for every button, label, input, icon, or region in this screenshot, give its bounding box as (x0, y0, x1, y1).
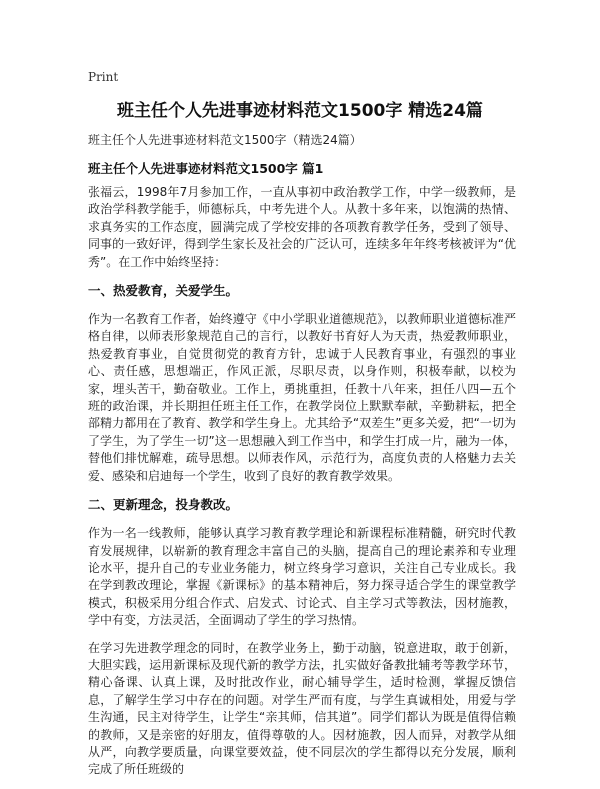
heading-update-concepts: 二、更新理念，投身教改。 (88, 497, 239, 513)
heading-love-education: 一、热爱教育，关爱学生。 (88, 283, 239, 299)
paragraph-education-reform: 作为一名一线教师，能够认真学习教育教学理论和新课程标准精髓，研究时代教育发展规律，以崭新的教育理念丰富自己的头脑，提高自己的理论素养和专业理论水平，提升自己的专业业务能力，树立终身学习意识，关注自己专业成长。我在学到教改理论，掌握《新课标》的基本精神后，努力探寻适合学生的课堂教学模式，积极采用分组合作式、启发式、讨论式、自主学习式等教法，因材施教，学中有变，方法灵活，全面调动了学生的学习热情。 (88, 526, 516, 628)
print-link[interactable]: Print (88, 70, 119, 84)
page-subtitle: 班主任个人先进事迹材料范文1500字（精选24篇） (88, 133, 362, 147)
article-body (88, 184, 516, 789)
paragraph-intro: 张福云，1998年7月参加工作，一直从事初中政治教学工作，中学一级教师，是政治学科教学能手，师德标兵，中考先进个人。从教十多年来，以饱满的热情、求真务实的工作态度，圆满完成了学校安排的各项教育教学任务，受到了领导、同事的一致好评，得到学生家长及社会的广泛认可，连续多年年终考核被评为“优秀”。在工作中始终坚持： (88, 185, 516, 269)
section-title: 班主任个人先进事迹材料范文1500字 篇1 (88, 161, 324, 176)
paragraph-teaching-practice: 在学习先进教学理念的同时，在教学业务上，勤于动脑，锐意进取，敢于创新，大胆实践，运用新课标及现代新的教学方法，扎实做好备教批辅考等教学环节，精心备课、认真上课，及时批改作业，耐心辅导学生，适时检测，掌握反馈信息，了解学生学习中存在的问题。对学生严而有度，与学生真诚相处，用爱与学生沟通，民主对待学生，让学生“亲其师，信其道”。同学们都认为既是值得信赖的教师，又是亲密的好朋友，值得尊敬的人。因材施教，因人而异，对教学从细从严，向教学要质量，向课堂要效益，使不同层次的学生都得以充分发展，顺利完成了所任班级的 (88, 640, 516, 777)
page-title: 班主任个人先进事迹材料范文1500字 精选24篇 (117, 101, 483, 121)
paragraph-love-education: 作为一名教育工作者，始终遵守《中小学职业道德规范》，以教师职业道德标准严格自律，以师表形象规范自己的言行，以教好书育好人为天责，热爱教师职业，热爱教育事业，自觉贯彻党的教育方针，忠诚于人民教育事业，有强烈的事业心、责任感，思想端正，作风正派，尽职尽责，以身作则，积极奉献，以校为家，埋头苦干，勤奋敬业。工作上，勇挑重担，任教十八年来，担任八四—五个班的政治课，并长期担任班主任工作，在教学岗位上默默奉献，辛勤耕耘，把全部精力都用在了教育、教学和学生身上。尤其给予“双差生”更多关爱，把“一切为了学生，为了学生一切”这一思想融入到工作当中，和学生打成一片，融为一体，替他们排忧解难，疏导思想。以师表作风，示范行为，高度负责的人格魅力去关爱、感染和启迪每一个学生，收到了良好的教育教学效果。 (88, 312, 516, 483)
